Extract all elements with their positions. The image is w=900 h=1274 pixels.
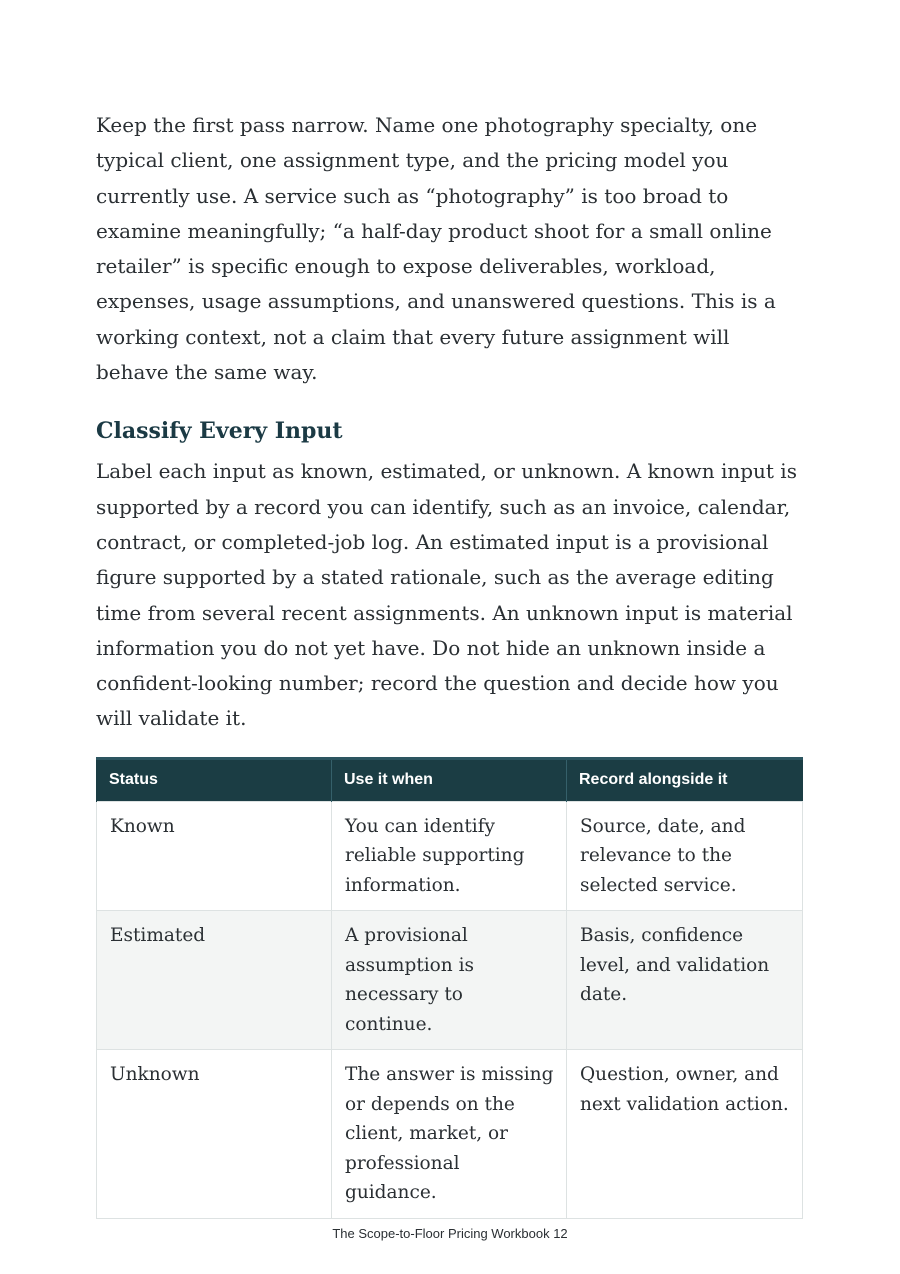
table-row <box>97 1050 803 1219</box>
header-status: Status <box>97 758 332 801</box>
cell-status: Unknown <box>97 1050 332 1219</box>
cell-use-it-when: You can identify reliable supporting information. <box>332 801 567 911</box>
table-row <box>97 801 803 911</box>
section-heading: Classify Every Input <box>96 418 343 445</box>
cell-record-alongside: Source, date, and relevance to the selected service. <box>567 801 803 911</box>
table-row <box>97 911 803 1050</box>
header-record-alongside: Record alongside it <box>567 758 803 801</box>
page-footer: The Scope-to-Floor Pricing Workbook 12 <box>332 1226 568 1241</box>
cell-record-alongside: Basis, confidence level, and validation date. <box>567 911 803 1050</box>
cell-use-it-when: The answer is missing or depends on the client, market, or professional guidance. <box>332 1050 567 1219</box>
cell-status: Estimated <box>97 911 332 1050</box>
table-header-row <box>97 758 803 801</box>
cell-status: Known <box>97 801 332 911</box>
intro-paragraph: Keep the first pass narrow. Name one photography specialty, one typical client, one assignment type, and the pricing model you currently use. A service such as “photography” is too broad to examine meaningfully; “a half-day product shoot for a small online retailer” is specific enough to expose deliverables, workload, expenses, usage assumptions, and unanswered questions. This is a working context, not a claim that every future assignment will behave the same way. <box>96 113 776 385</box>
cell-use-it-when: A provisional assumption is necessary to continue. <box>332 911 567 1050</box>
section-paragraph: Label each input as known, estimated, or unknown. A known input is supported by a record you can identify, such as an invoice, calendar, contract, or completed-job log. An estimated input is a provisional figure supported by a stated rationale, such as the average editing time from several recent assignments. An unknown input is material information you do not yet have. Do not hide an unknown inside a confident-looking number; record the question and decide how you will validate it. <box>96 459 797 731</box>
header-use-it-when: Use it when <box>332 758 567 801</box>
input-status-table <box>96 757 803 1219</box>
cell-record-alongside: Question, owner, and next validation action. <box>567 1050 803 1219</box>
page-content <box>96 108 802 1219</box>
